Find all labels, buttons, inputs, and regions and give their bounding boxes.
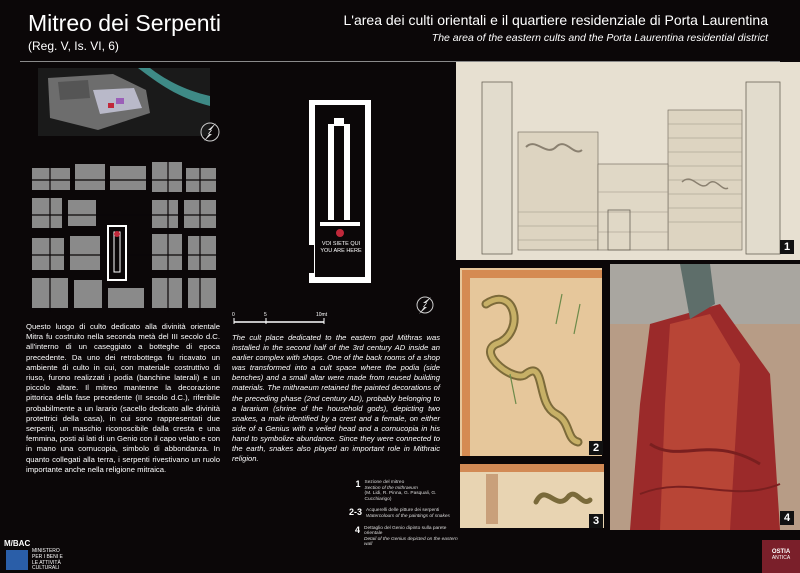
- mithraeum-plan: [300, 100, 380, 310]
- legend-text-en: Detail of the Genius depicted on the eastern wall: [364, 536, 458, 548]
- scale-5: 5: [264, 312, 267, 318]
- ostia-logo-line: ANTICA: [771, 555, 791, 561]
- page-title: Mitreo dei Serpenti: [28, 10, 222, 36]
- figure-number-3: 3: [589, 514, 603, 528]
- district-title-it: L'area dei culti orientali e il quartiere residenziale di Porta Laurentina: [343, 12, 768, 28]
- district-title-en: The area of the eastern cults and the Porta Laurentina residential district: [431, 32, 768, 44]
- legend-text-en: Section of the mithraeum: [364, 485, 418, 491]
- figure-number-4: 4: [780, 511, 794, 525]
- ministry-line: PER I BENI E: [32, 553, 63, 560]
- figure-3-watercolour: [456, 462, 606, 530]
- ministry-line: MINISTERO: [32, 548, 60, 554]
- ostia-logo-line: OSTIA: [771, 549, 791, 555]
- legend-text-it: Dettaglio del Genio dipinto sulla parete orientale: [364, 525, 447, 537]
- scale-0: 0: [232, 312, 235, 318]
- legend-item: [340, 480, 458, 502]
- legend-credit: (M. Lidi, R. Pinna, G. Pasquali, G. Cucchiarigo): [364, 491, 437, 502]
- mibac-label: M/BAC: [4, 539, 31, 548]
- mibac-logo: [0, 537, 110, 573]
- block-map: [30, 160, 220, 312]
- ministry-line: CULTURALI: [32, 565, 60, 572]
- you-are-here-marker-icon: [336, 229, 344, 237]
- legend-text-en: Watercolours of the paintings of snakes: [366, 513, 450, 519]
- you-are-here-label-it: VOI SIETE QUI: [321, 241, 361, 247]
- description-english: The cult place dedicated to the eastern god Mithras was installed in the second half of the 3rd century AD inside an earlier complex with shops. One of the back rooms of a shop was transformed into a cult space where the podia (side benches) and a small altar were made from reused building materials. The mithraeum retained the painted decorations of the preceding phase (2nd century AD), probably belonging to a lararium (shrine of the household gods), depicting two snakes, a male identified by a crest and a female, on either side of a Genius with a veiled head and a cornucopia in his hand to symbolize abundance. Since they were connected to the earth, snakes also played an important role in Mithraic religion.: [232, 333, 440, 464]
- north-arrow-icon: [412, 292, 438, 318]
- figure-legend: [340, 480, 458, 554]
- you-are-here-label-en: YOU ARE HERE: [320, 248, 362, 254]
- legend-number: 2-3: [348, 507, 362, 518]
- figure-number-2: 2: [589, 441, 603, 455]
- legend-item: [340, 508, 458, 519]
- ministry-emblem-icon: [6, 550, 28, 570]
- ostia-antica-logo: [762, 540, 800, 573]
- description-italian: Questo luogo di culto dedicato alla divinità orientale Mitra fu costruito nella seconda metà del III secolo d.C. all'interno di un caseggiato a botteghe di epoca precedente. Da uno dei retrobottega fu ricavato un ambiente di culto in cui, con materiale costruttivo di riuso, furono realizzati i podia (banchine laterali) e un piccolo altare. Il mitreo mantenne la decorazione pittorica della fase precedente (II secolo d.C.), riferibile probabilmente a un larario (sacello dedicato alle divinità protettrici della casa), in cui sono rappresentati due serpenti, un maschio riconoscibile dalla cresta e una femmina, posti ai lati di un Genio con il capo velato e con in mano una cornucopia, simbolo di abbondanza. In quanto collegati alla terra, i serpenti rivestivano un ruolo importante anche nella religione mitraica.: [26, 322, 221, 474]
- north-arrow-icon: [196, 118, 224, 146]
- scale-10: 10mt: [316, 312, 328, 318]
- figure-4-genius-photo: [610, 264, 800, 530]
- legend-text-it: Sezione del mitreo: [364, 480, 405, 485]
- page-subtitle: (Reg. V, Is. VI, 6): [28, 39, 119, 53]
- legend-item: [340, 526, 458, 548]
- overview-map: [38, 68, 210, 136]
- figure-number-1: 1: [780, 240, 794, 254]
- figure-2-watercolour: [456, 264, 606, 460]
- figure-1-section-drawing: [456, 62, 800, 260]
- legend-number: 1: [355, 479, 361, 489]
- legend-text-it: Acquerelli delle pitture dei serpenti: [366, 508, 440, 514]
- legend-number: 4: [355, 524, 361, 535]
- ministry-line: LE ATTIVITÀ: [32, 559, 61, 566]
